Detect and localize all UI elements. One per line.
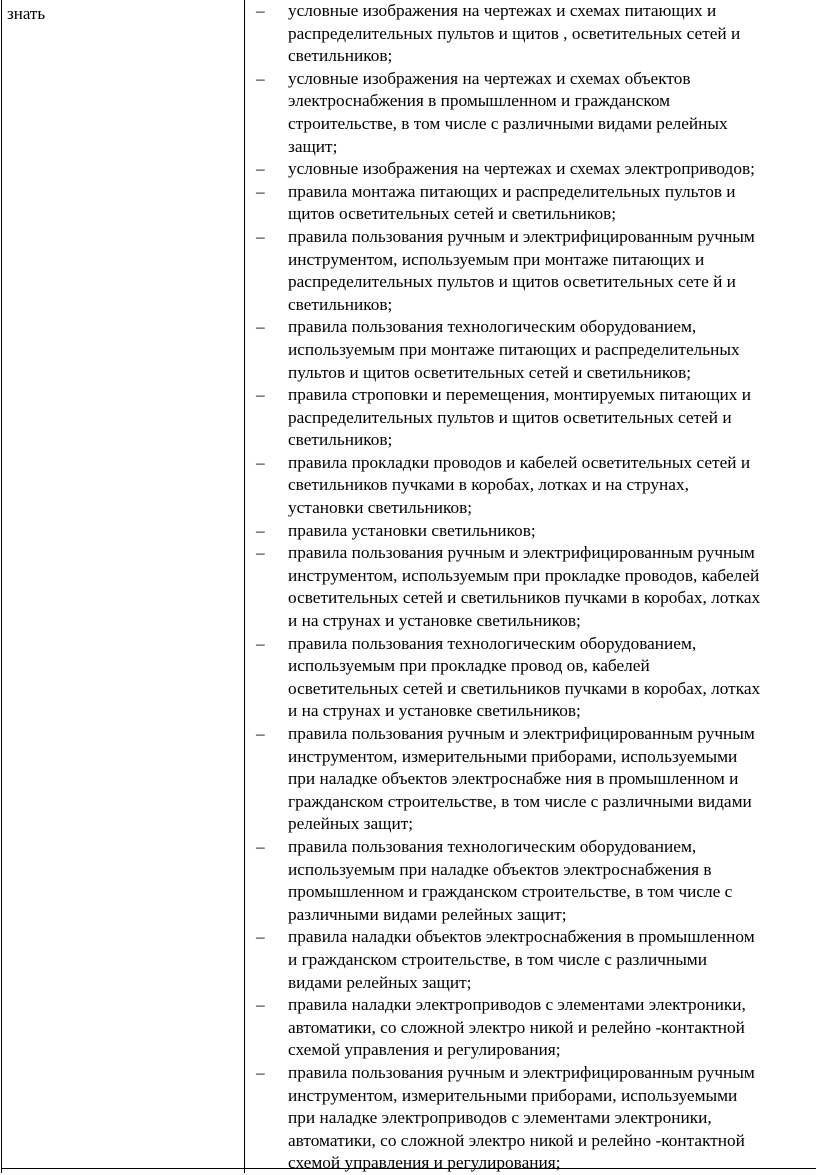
bullet-dash: – <box>256 724 265 743</box>
text-line: распределительных пультов и щитов , осветительных сетей и <box>288 23 741 43</box>
text-line: автоматики, со сложной электро никой и релейно -контактной <box>288 1130 745 1150</box>
text-line: различными видами релейных защит; <box>288 904 567 924</box>
text-line: пультов и щитов осветительных сетей и светильников; <box>288 362 692 382</box>
text-line: и на струнах и установке светильников; <box>288 611 581 631</box>
text-line: правила строповки и перемещения, монтируемых питающих и <box>288 385 752 405</box>
text-line: светильников; <box>288 430 393 450</box>
text-line: используемым при прокладке провод ов, кабелей <box>288 656 650 676</box>
bullet-dash: – <box>256 995 265 1015</box>
list-item <box>256 836 816 926</box>
text-line: правила пользования технологическим оборудованием, <box>288 317 697 337</box>
bullet-dash: – <box>256 543 265 563</box>
list-item-text <box>288 994 816 1062</box>
row-label: знать <box>7 4 46 23</box>
text-line: правила пользования ручным и электрифицированным ручным <box>288 226 755 246</box>
list-item <box>256 158 816 181</box>
text-line: инструментом, используемым при прокладке проводов, кабелей <box>288 565 760 585</box>
bullet-dash: – <box>256 226 265 246</box>
text-line: правила наладки объектов электроснабжения в промышленном <box>288 927 755 947</box>
text-line: светильников; <box>288 294 393 314</box>
bullet-dash: – <box>256 68 265 88</box>
text-line: правила пользования ручным и электрифицированным ручным <box>288 543 755 563</box>
text-line: при наладке электроприводов с элементами электроники, <box>288 1108 712 1128</box>
text-line: светильников; <box>288 46 393 66</box>
text-line: правила прокладки проводов и кабелей осветительных сетей и <box>288 452 751 472</box>
text-line: условные изображения на чертежах и схемах электроприводов; <box>288 159 755 179</box>
list-item-text <box>288 542 816 632</box>
text-line: правила установки светильников; <box>288 520 536 540</box>
text-line: схемой управления и регулирования; <box>288 1153 561 1173</box>
text-line: правила монтажа питающих и распределительных пультов и <box>288 181 736 201</box>
bullet-dash: – <box>256 927 265 947</box>
list-item-text <box>288 926 816 994</box>
text-line: условные изображения на чертежах и схемах питающих и <box>288 1 717 20</box>
text-line: гражданском строительстве, в том числе с различными видами <box>288 791 752 811</box>
text-line: светильников пучками в коробах, лотках и на струнах, <box>288 475 689 495</box>
text-line: электроснабжения в промышленном и гражданском <box>288 91 671 111</box>
bullet-dash: – <box>256 317 265 337</box>
list-item <box>256 0 816 68</box>
text-line: схемой управления и регулирования; <box>288 1040 561 1060</box>
list-item-text <box>288 1062 816 1175</box>
text-line: осветительных сетей и светильников пучками в коробах, лотках <box>288 678 761 698</box>
list-item <box>256 316 816 384</box>
list-item-text <box>288 520 816 543</box>
list-item <box>256 68 816 158</box>
text-line: правила пользования ручным и электрифицированным ручным <box>288 724 755 743</box>
table-border-divider <box>244 0 245 1173</box>
list-item-text <box>288 316 816 384</box>
text-line: установки светильников; <box>288 498 473 518</box>
text-line: инструментом, используемым при монтаже питающих и <box>288 249 705 269</box>
text-line: защит; <box>288 136 338 156</box>
list-item-text <box>288 181 816 226</box>
text-line: строительстве, в том числе с различными видами релейных <box>288 113 728 133</box>
list-item <box>256 994 816 1062</box>
list-item <box>256 452 816 520</box>
bullet-dash: – <box>256 181 265 201</box>
list-item <box>256 633 816 723</box>
text-line: правила наладки электроприводов с элементами электроники, <box>288 995 746 1015</box>
list-item-text <box>288 68 816 158</box>
text-line: щитов осветительных сетей и светильников; <box>288 204 617 224</box>
text-line: автоматики, со сложной электро никой и релейно -контактной <box>288 1017 745 1037</box>
list-item <box>256 542 816 632</box>
list-item-text <box>288 0 816 68</box>
text-line: и гражданском строительстве, в том числе с различными <box>288 949 707 969</box>
text-line: используемым при монтаже питающих и распределительных <box>288 339 740 359</box>
list-item <box>256 181 816 226</box>
bullet-dash: – <box>256 159 265 179</box>
requirements-list <box>256 0 816 1175</box>
text-line: правила пользования технологическим оборудованием, <box>288 633 697 653</box>
bullet-dash: – <box>256 452 265 472</box>
text-line: правила пользования ручным и электрифицированным ручным <box>288 1062 755 1082</box>
list-item <box>256 384 816 452</box>
bullet-dash: – <box>256 836 265 856</box>
list-item <box>256 520 816 543</box>
text-line: распределительных пультов и щитов осветительных сете й и <box>288 272 736 292</box>
list-item <box>256 1062 816 1175</box>
text-line: промышленном и гражданском строительстве, в том числе с <box>288 882 733 902</box>
list-item-text <box>288 723 816 836</box>
list-item-text <box>288 452 816 520</box>
bullet-dash: – <box>256 385 265 405</box>
text-line: инструментом, измерительными приборами, используемыми <box>288 746 738 766</box>
bullet-dash: – <box>256 633 265 653</box>
text-line: при наладке объектов электроснабже ния в промышленном и <box>288 769 739 789</box>
text-line: правила пользования технологическим оборудованием, <box>288 836 697 856</box>
list-item-text <box>288 158 816 181</box>
list-item-text <box>288 836 816 926</box>
text-line: распределительных пультов и щитов осветительных сетей и <box>288 407 732 427</box>
text-line: условные изображения на чертежах и схемах объектов <box>288 68 691 88</box>
requirements-cell <box>256 0 816 1175</box>
bullet-dash: – <box>256 1 265 20</box>
list-item-text <box>288 633 816 723</box>
table-border-left <box>1 0 2 1173</box>
list-item-text <box>288 384 816 452</box>
text-line: инструментом, измерительными приборами, используемыми <box>288 1085 738 1105</box>
text-line: осветительных сетей и светильников пучками в коробах, лотках <box>288 588 761 608</box>
list-item-text <box>288 226 816 316</box>
text-line: видами релейных защит; <box>288 972 472 992</box>
list-item <box>256 926 816 994</box>
list-item <box>256 723 816 836</box>
bullet-dash: – <box>256 520 265 540</box>
text-line: используемым при наладке объектов электроснабжения в <box>288 859 712 879</box>
list-item <box>256 226 816 316</box>
bullet-dash: – <box>256 1062 265 1082</box>
text-line: релейных защит; <box>288 814 414 834</box>
text-line: и на струнах и установке светильников; <box>288 701 581 721</box>
